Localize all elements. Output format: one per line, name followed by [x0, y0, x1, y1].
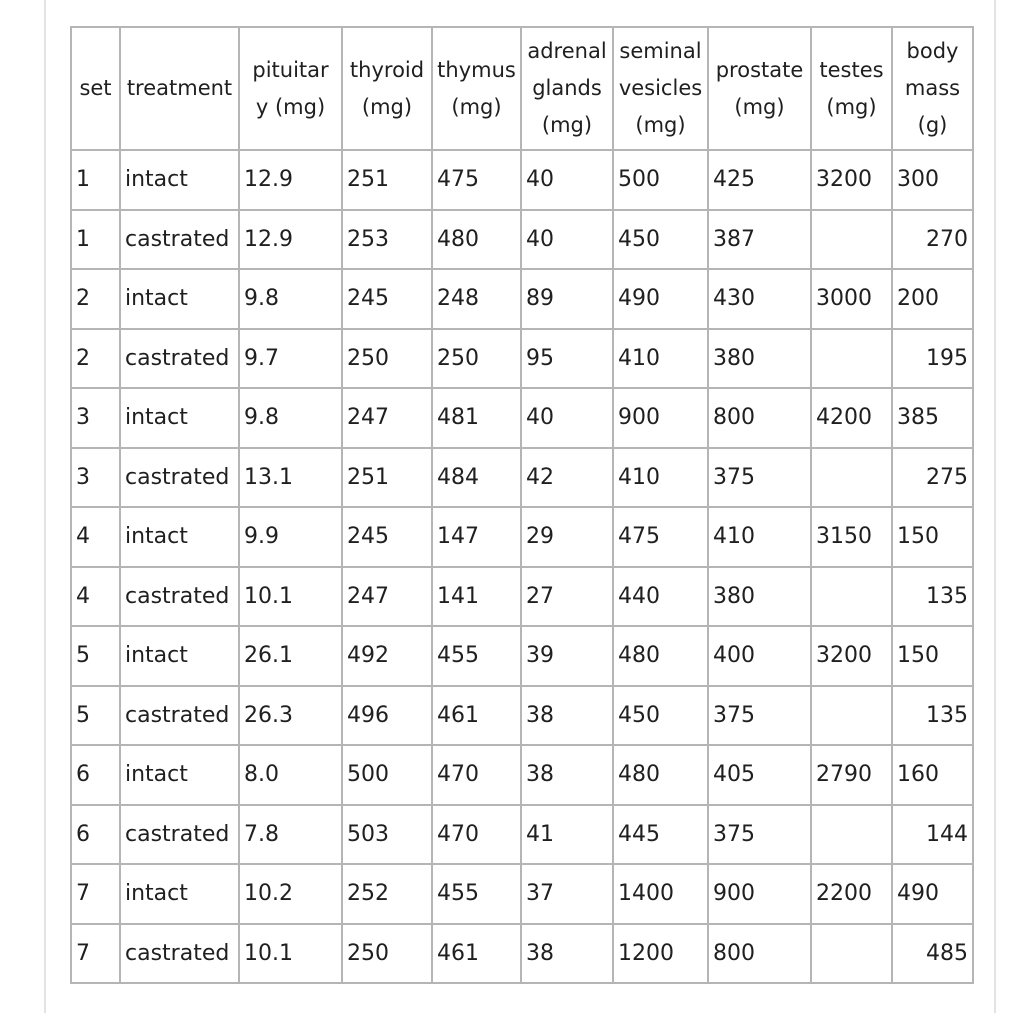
cell-treatment: castrated: [120, 210, 239, 270]
cell-treatment: intact: [120, 388, 239, 448]
cell-body-mass: 135: [892, 686, 973, 746]
cell-set: 5: [71, 626, 120, 686]
column-header-line: prostate: [715, 57, 804, 82]
column-header-line: glands: [532, 76, 602, 100]
cell-treatment: intact: [120, 150, 239, 210]
cell-set: 2: [71, 329, 120, 389]
cell-testes: [811, 805, 892, 865]
cell-testes: [811, 924, 892, 984]
table-row: [71, 567, 973, 627]
column-header-seminal-vesicles: [613, 27, 708, 150]
cell-seminal-vesicles: 445: [613, 805, 708, 865]
column-header-line: adrenal: [527, 39, 607, 63]
column-header-adrenal-glands: [521, 27, 613, 150]
column-header-line: mass: [904, 76, 961, 100]
table-row: [71, 686, 973, 746]
cell-prostate: 405: [708, 745, 811, 805]
cell-testes: [811, 210, 892, 270]
table-row: [71, 329, 973, 389]
cell-set: 3: [71, 448, 120, 508]
cell-testes: 2790: [811, 745, 892, 805]
cell-body-mass: 275: [892, 448, 973, 508]
cell-seminal-vesicles: 480: [613, 626, 708, 686]
cell-set: 7: [71, 864, 120, 924]
cell-testes: [811, 448, 892, 508]
column-header-prostate: [708, 27, 811, 150]
cell-thymus: 455: [432, 864, 521, 924]
column-header-body-mass: [892, 27, 973, 150]
cell-thyroid: 251: [342, 150, 432, 210]
cell-treatment: intact: [120, 507, 239, 567]
cell-thyroid: 250: [342, 329, 432, 389]
cell-pituitary: 9.8: [239, 388, 342, 448]
cell-set: 6: [71, 745, 120, 805]
cell-adrenal-glands: 95: [521, 329, 613, 389]
cell-treatment: castrated: [120, 448, 239, 508]
cell-thymus: 480: [432, 210, 521, 270]
cell-body-mass: 385: [892, 388, 973, 448]
cell-testes: 3200: [811, 626, 892, 686]
cell-set: 1: [71, 150, 120, 210]
table-row: [71, 924, 973, 984]
cell-thyroid: 253: [342, 210, 432, 270]
cell-set: 2: [71, 269, 120, 329]
cell-treatment: castrated: [120, 329, 239, 389]
cell-body-mass: 300: [892, 150, 973, 210]
cell-adrenal-glands: 40: [521, 210, 613, 270]
cell-thymus: 250: [432, 329, 521, 389]
cell-prostate: 425: [708, 150, 811, 210]
cell-pituitary: 12.9: [239, 210, 342, 270]
cell-set: 5: [71, 686, 120, 746]
cell-prostate: 400: [708, 626, 811, 686]
cell-pituitary: 10.1: [239, 567, 342, 627]
cell-seminal-vesicles: 480: [613, 745, 708, 805]
cell-pituitary: 9.9: [239, 507, 342, 567]
cell-pituitary: 13.1: [239, 448, 342, 508]
column-header-line: (mg): [734, 94, 785, 119]
table-body: [71, 150, 973, 983]
table-row: [71, 150, 973, 210]
cell-seminal-vesicles: 1400: [613, 864, 708, 924]
cell-adrenal-glands: 29: [521, 507, 613, 567]
cell-adrenal-glands: 27: [521, 567, 613, 627]
table-row: [71, 626, 973, 686]
data-table: [70, 26, 974, 984]
cell-adrenal-glands: 40: [521, 150, 613, 210]
cell-body-mass: 160: [892, 745, 973, 805]
cell-testes: 3000: [811, 269, 892, 329]
cell-thyroid: 496: [342, 686, 432, 746]
cell-thymus: 470: [432, 805, 521, 865]
cell-body-mass: 150: [892, 507, 973, 567]
cell-adrenal-glands: 40: [521, 388, 613, 448]
header-row: [71, 27, 973, 150]
cell-testes: [811, 329, 892, 389]
cell-pituitary: 8.0: [239, 745, 342, 805]
cell-treatment: castrated: [120, 567, 239, 627]
cell-thymus: 481: [432, 388, 521, 448]
cell-pituitary: 7.8: [239, 805, 342, 865]
cell-prostate: 900: [708, 864, 811, 924]
cell-thyroid: 245: [342, 507, 432, 567]
cell-prostate: 375: [708, 805, 811, 865]
cell-prostate: 410: [708, 507, 811, 567]
cell-treatment: intact: [120, 864, 239, 924]
cell-treatment: castrated: [120, 924, 239, 984]
cell-set: 6: [71, 805, 120, 865]
cell-thymus: 461: [432, 686, 521, 746]
cell-set: 4: [71, 507, 120, 567]
cell-seminal-vesicles: 450: [613, 210, 708, 270]
column-header-line: (mg): [635, 113, 686, 137]
cell-seminal-vesicles: 410: [613, 448, 708, 508]
cell-thymus: 461: [432, 924, 521, 984]
cell-prostate: 800: [708, 388, 811, 448]
cell-pituitary: 12.9: [239, 150, 342, 210]
cell-seminal-vesicles: 410: [613, 329, 708, 389]
column-header-line: seminal: [619, 39, 702, 63]
column-header-line: y (mg): [255, 94, 326, 119]
cell-prostate: 430: [708, 269, 811, 329]
cell-thyroid: 251: [342, 448, 432, 508]
cell-prostate: 380: [708, 567, 811, 627]
column-header-testes: [811, 27, 892, 150]
cell-testes: 2200: [811, 864, 892, 924]
cell-testes: [811, 686, 892, 746]
cell-body-mass: 200: [892, 269, 973, 329]
column-header-line: set: [79, 76, 112, 100]
cell-body-mass: 195: [892, 329, 973, 389]
column-header-line: testes: [819, 57, 884, 82]
table-row: [71, 210, 973, 270]
cell-adrenal-glands: 38: [521, 745, 613, 805]
column-header-line: (g): [917, 113, 948, 137]
table-row: [71, 448, 973, 508]
cell-pituitary: 9.8: [239, 269, 342, 329]
cell-prostate: 387: [708, 210, 811, 270]
table-row: [71, 864, 973, 924]
cell-pituitary: 10.2: [239, 864, 342, 924]
column-header-line: treatment: [126, 76, 233, 100]
cell-seminal-vesicles: 450: [613, 686, 708, 746]
cell-seminal-vesicles: 490: [613, 269, 708, 329]
column-header-set: [71, 27, 120, 150]
table-row: [71, 507, 973, 567]
cell-testes: 3150: [811, 507, 892, 567]
column-header-line: (mg): [451, 94, 502, 119]
cell-thymus: 248: [432, 269, 521, 329]
cell-set: 4: [71, 567, 120, 627]
column-header-line: (mg): [361, 94, 413, 119]
column-header-line: pituitar: [252, 57, 329, 82]
cell-seminal-vesicles: 500: [613, 150, 708, 210]
cell-thyroid: 492: [342, 626, 432, 686]
column-header-line: vesicles: [618, 76, 703, 100]
cell-treatment: castrated: [120, 805, 239, 865]
cell-thyroid: 245: [342, 269, 432, 329]
table-row: [71, 805, 973, 865]
cell-seminal-vesicles: 440: [613, 567, 708, 627]
column-header-line: (mg): [826, 94, 877, 119]
cell-body-mass: 490: [892, 864, 973, 924]
cell-thyroid: 247: [342, 567, 432, 627]
cell-seminal-vesicles: 475: [613, 507, 708, 567]
cell-thymus: 455: [432, 626, 521, 686]
column-header-line: thymus: [437, 57, 516, 82]
cell-adrenal-glands: 38: [521, 924, 613, 984]
cell-body-mass: 144: [892, 805, 973, 865]
cell-set: 7: [71, 924, 120, 984]
cell-prostate: 380: [708, 329, 811, 389]
column-header-line: (mg): [541, 113, 593, 137]
table-row: [71, 388, 973, 448]
cell-thyroid: 250: [342, 924, 432, 984]
cell-set: 1: [71, 210, 120, 270]
cell-body-mass: 135: [892, 567, 973, 627]
cell-thymus: 147: [432, 507, 521, 567]
table-row: [71, 745, 973, 805]
cell-thyroid: 503: [342, 805, 432, 865]
column-header-line: thyroid: [349, 57, 425, 82]
cell-prostate: 375: [708, 448, 811, 508]
cell-thyroid: 252: [342, 864, 432, 924]
cell-treatment: castrated: [120, 686, 239, 746]
cell-body-mass: 270: [892, 210, 973, 270]
cell-set: 3: [71, 388, 120, 448]
cell-adrenal-glands: 37: [521, 864, 613, 924]
cell-thymus: 475: [432, 150, 521, 210]
cell-adrenal-glands: 89: [521, 269, 613, 329]
cell-adrenal-glands: 42: [521, 448, 613, 508]
cell-thyroid: 500: [342, 745, 432, 805]
cell-thymus: 470: [432, 745, 521, 805]
column-header-pituitary: [239, 27, 342, 150]
cell-adrenal-glands: 39: [521, 626, 613, 686]
cell-testes: 3200: [811, 150, 892, 210]
cell-treatment: intact: [120, 269, 239, 329]
cell-prostate: 375: [708, 686, 811, 746]
cell-body-mass: 150: [892, 626, 973, 686]
cell-seminal-vesicles: 900: [613, 388, 708, 448]
cell-prostate: 800: [708, 924, 811, 984]
column-header-line: body: [906, 39, 959, 63]
cell-thymus: 484: [432, 448, 521, 508]
cell-thymus: 141: [432, 567, 521, 627]
cell-adrenal-glands: 38: [521, 686, 613, 746]
column-header-thymus: [432, 27, 521, 150]
cell-pituitary: 10.1: [239, 924, 342, 984]
cell-seminal-vesicles: 1200: [613, 924, 708, 984]
cell-pituitary: 26.3: [239, 686, 342, 746]
cell-pituitary: 9.7: [239, 329, 342, 389]
table-row: [71, 269, 973, 329]
cell-body-mass: 485: [892, 924, 973, 984]
cell-thyroid: 247: [342, 388, 432, 448]
cell-treatment: intact: [120, 745, 239, 805]
column-header-treatment: [120, 27, 239, 150]
cell-adrenal-glands: 41: [521, 805, 613, 865]
column-header-thyroid: [342, 27, 432, 150]
cell-testes: [811, 567, 892, 627]
cell-testes: 4200: [811, 388, 892, 448]
cell-pituitary: 26.1: [239, 626, 342, 686]
cell-treatment: intact: [120, 626, 239, 686]
